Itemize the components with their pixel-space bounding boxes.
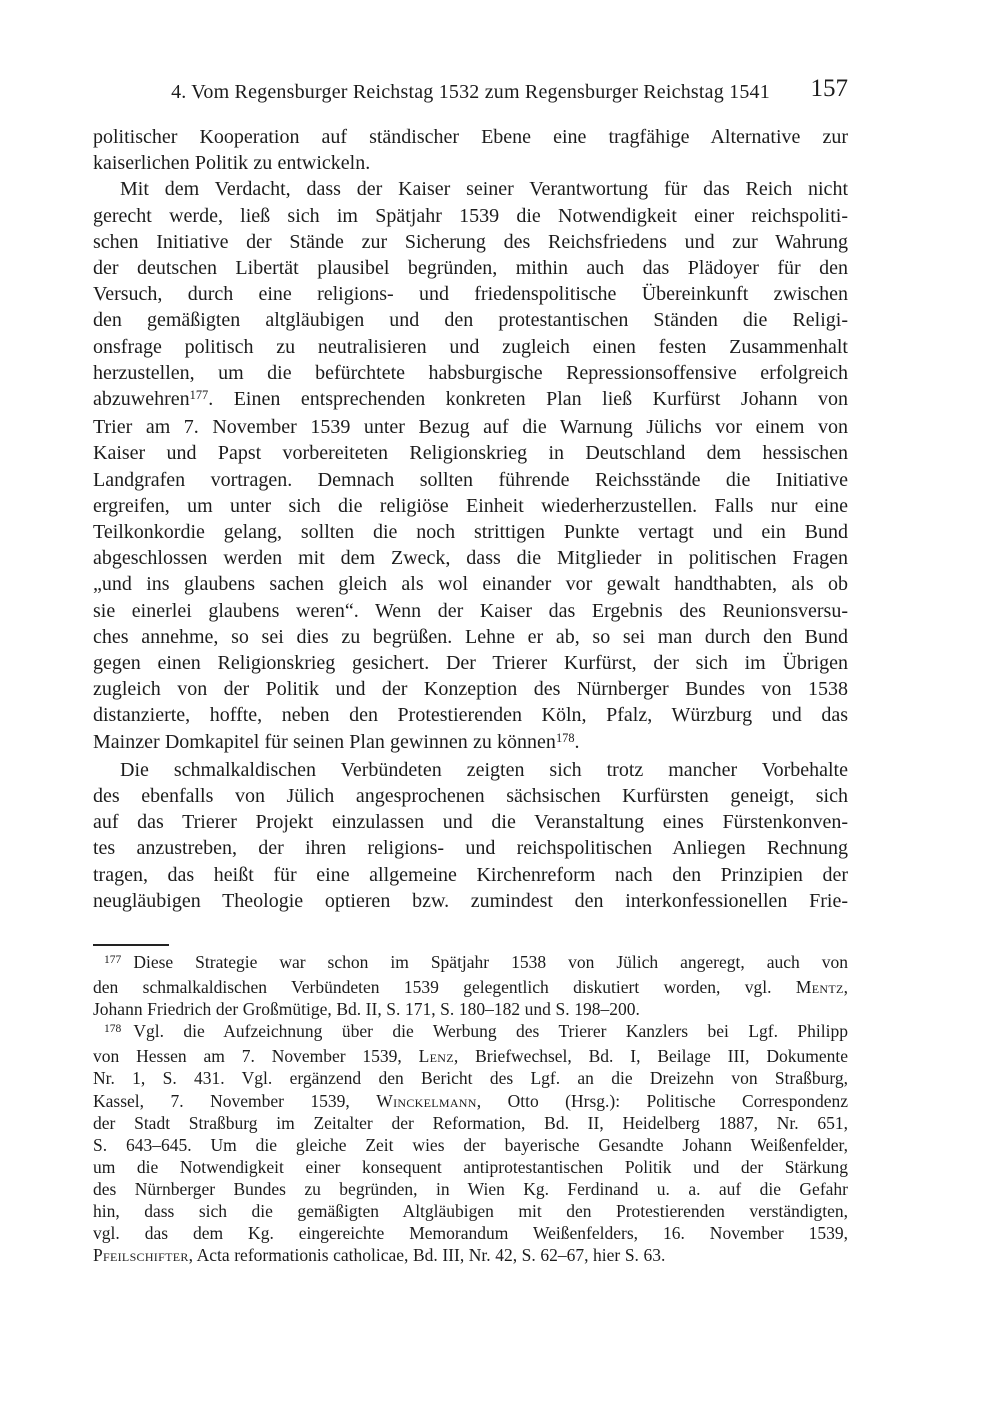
text-run: des ebenfalls von Jülich angesprochenen sächsischen Kurfürsten geneigt, sich bbox=[93, 785, 848, 808]
text-run: kaiserlichen Politik zu entwickeln. bbox=[93, 152, 371, 175]
text-run: Mainzer Domkapitel für seinen Plan gewinnen zu können bbox=[93, 730, 556, 753]
text-line bbox=[93, 307, 848, 333]
smallcaps-author: Lenz bbox=[418, 1046, 454, 1067]
text-run: ergreifen, um unter sich die religiöse Einheit wiederherzustellen. Falls nur eine bbox=[93, 494, 848, 517]
text-line bbox=[93, 176, 848, 202]
text-run: schen Initiative der Stände zur Sicherung des Reichsfriedens und zur Wahrung bbox=[93, 230, 848, 253]
paragraph bbox=[93, 757, 848, 914]
footnote-ref: 177 bbox=[189, 388, 209, 403]
text-run: Kassel, 7. November 1539, bbox=[93, 1090, 377, 1111]
text-run: , bbox=[843, 977, 848, 998]
text-run: der Stadt Straßburg im Zeitalter der Reformation, Bd. II, Heidelberg 1887, Nr. 651, bbox=[93, 1112, 848, 1133]
text-run: Diese Strategie war schon im Spätjahr 1538 von Jülich angeregt, auch von bbox=[133, 952, 848, 972]
text-run: abzuwehren bbox=[93, 388, 190, 411]
text-run: sie einerlei glaubens weren“. Wenn der Kaiser das Ergebnis des Reunionsversu- bbox=[93, 599, 848, 622]
footnote-ref: 178 bbox=[555, 730, 575, 745]
text-run: distanzierte, hoffte, neben den Protestierenden Köln, Pfalz, Würzburg und das bbox=[93, 704, 848, 727]
text-line bbox=[93, 1200, 848, 1222]
text-line bbox=[93, 519, 848, 545]
text-line bbox=[93, 1222, 848, 1244]
footnotes-section bbox=[93, 951, 848, 1266]
footnote bbox=[93, 1020, 848, 1266]
text-line bbox=[93, 467, 848, 493]
text-run: um die Notwendigkeit einer konsequent antiprotestantischen Politik und der Stärkung bbox=[93, 1156, 848, 1177]
chapter-heading: 4. Vom Regensburger Reichstag 1532 zum Regensburger Reichstag 1541 bbox=[171, 81, 770, 103]
smallcaps-author: Winckelmann bbox=[376, 1090, 477, 1111]
text-run: Kaiser und Papst vorbereiteten Religionskrieg in Deutschland dem hessischen bbox=[93, 442, 848, 465]
text-run: . bbox=[574, 730, 580, 753]
paragraph bbox=[93, 176, 848, 756]
text-run: ches annehme, so sei dies zu begrüßen. Lehne er ab, so sei man durch den Bund bbox=[93, 625, 848, 648]
text-line bbox=[93, 951, 848, 976]
smallcaps-author: Mentz bbox=[795, 977, 844, 998]
page-header bbox=[93, 75, 848, 111]
text-run: zugleich von der Politik und der Konzeption des Nürnberger Bundes von 1538 bbox=[93, 678, 848, 701]
text-line bbox=[93, 281, 848, 307]
text-line bbox=[93, 1178, 848, 1200]
text-line bbox=[93, 440, 848, 466]
footnote-separator bbox=[93, 944, 169, 946]
text-line bbox=[93, 386, 848, 414]
text-line bbox=[93, 676, 848, 702]
main-text bbox=[93, 124, 848, 914]
text-line bbox=[93, 1156, 848, 1178]
text-run: des Nürnberger Bundes zu begründen, in Wien Kg. Ferdinand u. a. auf die Gefahr bbox=[93, 1178, 848, 1199]
text-run: auf das Trierer Projekt einzulassen und die Veranstaltung eines Fürstenkonven- bbox=[93, 811, 848, 834]
text-line bbox=[93, 1020, 848, 1045]
text-line bbox=[93, 1045, 848, 1067]
text-line bbox=[93, 998, 848, 1020]
text-line bbox=[93, 334, 848, 360]
text-run: neugläubigen Theologie optieren bzw. zumindest den interkonfessionellen Frie- bbox=[93, 889, 848, 912]
text-line bbox=[93, 229, 848, 255]
footnote bbox=[93, 951, 848, 1020]
text-line bbox=[93, 888, 848, 914]
text-line bbox=[93, 598, 848, 624]
text-line bbox=[93, 1067, 848, 1089]
text-run: gegen einen Religionskrieg gesichert. Der Trierer Kurfürst, der sich im Übrigen bbox=[93, 652, 848, 675]
text-line bbox=[93, 729, 848, 757]
text-run: onsfrage politisch zu neutralisieren und zugleich einen festen Zusammenhalt bbox=[93, 335, 848, 358]
text-line bbox=[93, 203, 848, 229]
text-run: S. 643–645. Um die gleiche Zeit wies der bayerische Gesandte Johann Weißenfelder, bbox=[93, 1134, 848, 1155]
text-line bbox=[93, 1090, 848, 1112]
text-line bbox=[93, 835, 848, 861]
text-line bbox=[93, 493, 848, 519]
text-line bbox=[93, 650, 848, 676]
text-run: „und ins glaubens sachen gleich als wol einander vor gewalt handthabten, als ob bbox=[93, 573, 848, 596]
text-line bbox=[93, 862, 848, 888]
text-line bbox=[93, 757, 848, 783]
text-run: , Briefwechsel, Bd. I, Beilage III, Dokumente bbox=[453, 1046, 848, 1067]
text-line bbox=[93, 545, 848, 571]
text-run: Vgl. die Aufzeichnung über die Werbung des Trierer Kanzlers bei Lgf. Philipp bbox=[133, 1021, 848, 1042]
text-run: . Einen entsprechenden konkreten Plan ließ Kurfürst Johann von bbox=[208, 388, 848, 411]
text-line bbox=[93, 783, 848, 809]
smallcaps-author: Pfeilschifter bbox=[93, 1245, 189, 1266]
text-run: tes anzustreben, der ihren religions- und reichspolitischen Anliegen Rechnung bbox=[93, 837, 848, 860]
text-line bbox=[93, 150, 848, 176]
text-line bbox=[93, 414, 848, 440]
text-run: tragen, das heißt für eine allgemeine Kirchenreform nach den Prinzipien der bbox=[93, 863, 848, 886]
text-run: hin, dass sich die gemäßigten Altgläubigen mit den Protestierenden verständigten, bbox=[93, 1201, 848, 1222]
text-run: politischer Kooperation auf ständischer Ebene eine tragfähige Alternative zur bbox=[93, 126, 848, 148]
page-number: 157 bbox=[810, 75, 848, 102]
text-line bbox=[93, 702, 848, 728]
text-line bbox=[93, 124, 848, 150]
text-line bbox=[93, 1112, 848, 1134]
text-line bbox=[93, 571, 848, 597]
footnote-number: 178 bbox=[104, 1023, 122, 1036]
paragraph bbox=[93, 124, 848, 176]
text-run: Mit dem Verdacht, dass der Kaiser seiner Verantwortung für das Reich nicht bbox=[120, 178, 848, 201]
text-run: Teilkonkordie gelang, sollten die noch strittigen Punkte vertagt und ein Bund bbox=[93, 521, 848, 544]
text-run: abgeschlossen werden mit dem Zweck, dass die Mitglieder in politischen Fragen bbox=[93, 547, 848, 570]
text-run: , Otto (Hrsg.): Politische Correspondenz bbox=[476, 1090, 848, 1111]
text-line bbox=[93, 255, 848, 281]
text-line bbox=[93, 624, 848, 650]
text-run: Die schmalkaldischen Verbündeten zeigten sich trotz mancher Vorbehalte bbox=[120, 758, 848, 781]
text-run: Johann Friedrich der Großmütige, Bd. II, S. 171, S. 180–182 und S. 198–200. bbox=[93, 999, 640, 1020]
footnote-number: 177 bbox=[104, 953, 122, 966]
text-run: herzustellen, um die befürchtete habsburgische Repressionsoffensive erfolgreich bbox=[93, 361, 848, 384]
text-run: von Hessen am 7. November 1539, bbox=[93, 1046, 419, 1067]
text-run: den gemäßigten altgläubigen und den protestantischen Ständen die Religi- bbox=[93, 309, 848, 332]
text-line bbox=[93, 809, 848, 835]
text-run: gerecht werde, ließ sich im Spätjahr 1539 die Notwendigkeit einer reichspoliti- bbox=[93, 204, 848, 227]
text-line bbox=[93, 1134, 848, 1156]
text-run: den schmalkaldischen Verbündeten 1539 gelegentlich diskutiert worden, vgl. bbox=[93, 977, 796, 998]
text-run: , Acta reformationis catholicae, Bd. III, Nr. 42, S. 62–67, hier S. 63. bbox=[188, 1245, 666, 1266]
text-line bbox=[93, 976, 848, 998]
text-run: Trier am 7. November 1539 unter Bezug auf die Warnung Jülichs vor einem von bbox=[93, 416, 848, 439]
text-run: Landgrafen vortragen. Demnach sollten führende Reichsstände die Initiative bbox=[93, 468, 848, 491]
text-run: Nr. 1, S. 431. Vgl. ergänzend den Bericht des Lgf. an die Dreizehn von Straßburg, bbox=[93, 1068, 848, 1089]
text-line bbox=[93, 360, 848, 386]
text-run: vgl. das dem Kg. eingereichte Memorandum Weißenfelders, 16. November 1539, bbox=[93, 1223, 848, 1244]
text-run: der deutschen Libertät plausibel begründen, mithin auch das Plädoyer für den bbox=[93, 257, 848, 280]
text-line bbox=[93, 1244, 848, 1266]
text-run: Versuch, durch eine religions- und friedenspolitische Übereinkunft zwischen bbox=[93, 283, 848, 306]
